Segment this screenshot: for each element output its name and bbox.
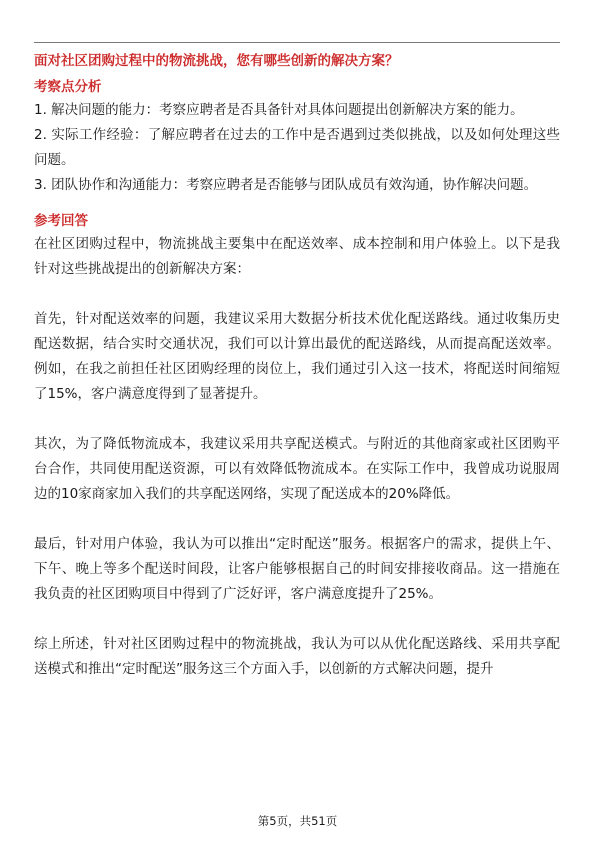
answer-paragraph: 在社区团购过程中，物流挑战主要集中在配送效率、成本控制和用户体验上。以下是我针对这些挑战提出的创新解决方案： xyxy=(34,236,560,277)
document-body xyxy=(34,50,560,682)
analysis-item: 1. 解决问题的能力：考察应聘者是否具备针对具体问题提出创新解决方案的能力。 xyxy=(34,102,524,118)
question-title: 面对社区团购过程中的物流挑战，您有哪些创新的解决方案？ xyxy=(34,53,399,69)
answer-paragraph: 首先，针对配送效率的问题，我建议采用大数据分析技术优化配送路线。通过收集历史配送数据，结合实时交通状况，我们可以计算出最优的配送路线，从而提高配送效率。例如，在我之前担任社区团购经理的岗位上，我们通过引入这一技术，将配送时间缩短了15%，客户满意度得到了显著提升。 xyxy=(34,311,560,402)
answer-paragraph: 其次，为了降低物流成本，我建议采用共享配送模式。与附近的其他商家或社区团购平台合作，共同使用配送资源，可以有效降低物流成本。在实际工作中，我曾成功说服周边的10家商家加入我们的共享配送网络，实现了配送成本的20%降低。 xyxy=(34,436,560,502)
analysis-heading: 考察点分析 xyxy=(34,79,102,95)
analysis-item: 3. 团队协作和沟通能力：考察应聘者是否能够与团队成员有效沟通，协作解决问题。 xyxy=(34,177,538,193)
answer-paragraph: 最后，针对用户体验，我认为可以推出“定时配送”服务。根据客户的需求，提供上午、下午、晚上等多个配送时间段，让客户能够根据自己的时间安排接收商品。这一措施在我负责的社区团购项目中得到了广泛好评，客户满意度提升了25%。 xyxy=(34,536,560,602)
page-number: 第5页，共51页 xyxy=(257,814,338,828)
answer-heading: 参考回答 xyxy=(34,213,88,229)
header-rule xyxy=(34,42,560,43)
analysis-item: 2. 实际工作经验：了解应聘者在过去的工作中是否遇到过类似挑战，以及如何处理这些问题。 xyxy=(34,127,560,168)
answer-paragraph: 综上所述，针对社区团购过程中的物流挑战，我认为可以从优化配送路线、采用共享配送模式和推出“定时配送”服务这三个方面入手，以创新的方式解决问题，提升 xyxy=(34,636,560,677)
